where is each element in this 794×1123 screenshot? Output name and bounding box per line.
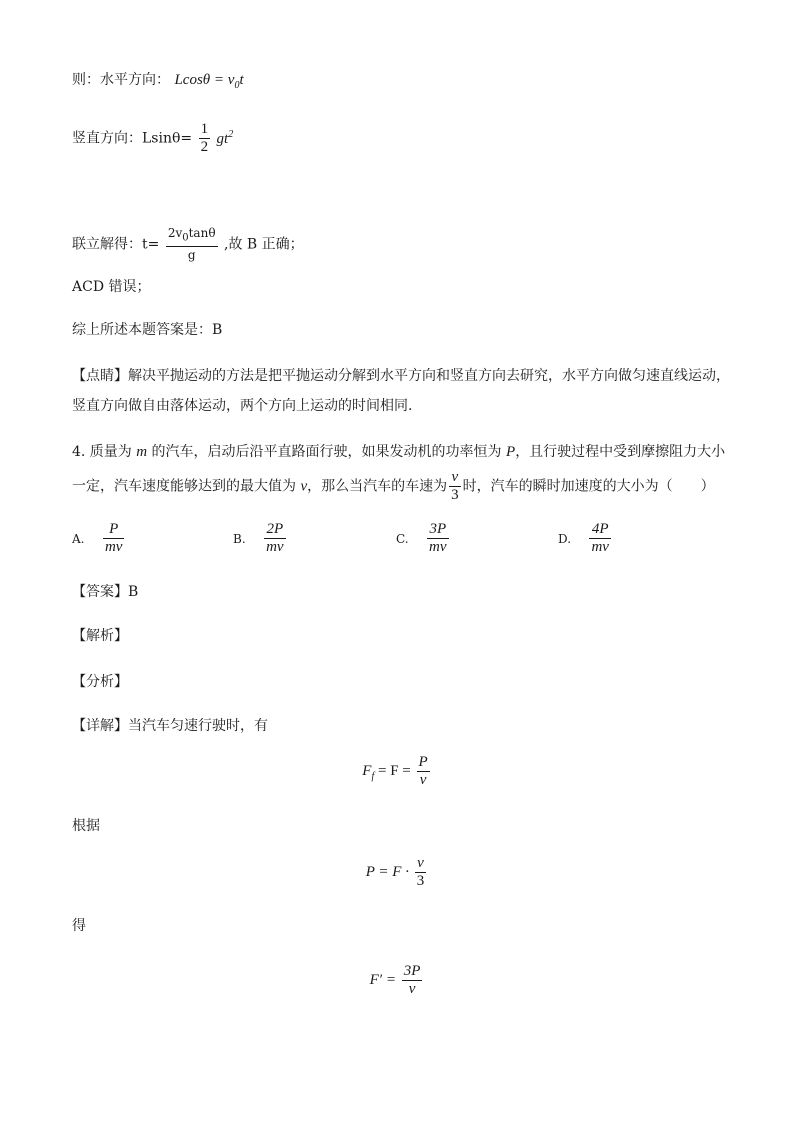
fenxi-line: 【分析】: [72, 674, 128, 690]
option-d-fraction: [589, 522, 611, 555]
de-line: 得: [72, 918, 86, 934]
detail-tag: 【详解】: [72, 718, 128, 734]
answer-value: B: [128, 584, 139, 600]
option-b[interactable]: [233, 522, 288, 555]
solution-label: 联立解得：t=: [72, 236, 160, 253]
horizontal-equation: [174, 72, 244, 91]
option-a[interactable]: [72, 522, 126, 555]
q4-text-f: 时，汽车的瞬时加速度的大小为（ ）: [462, 478, 715, 495]
eq3-fraction: [402, 964, 423, 997]
horizontal-eq-tail: t: [239, 72, 244, 88]
time-fraction: [166, 226, 218, 263]
eq2-num: v: [415, 856, 427, 873]
eq1-lhs-sub: f: [371, 770, 375, 782]
q4-text-e: ，那么当汽车的车速为: [307, 478, 448, 495]
time-num-a: 2v: [167, 226, 183, 240]
eq1-lhs: F: [362, 762, 372, 779]
q4-text-c: ，且行驶过程中受到摩擦阻力大小: [515, 444, 726, 460]
horizontal-direction-label: 则：水平方向：: [72, 72, 170, 88]
half-num: 1: [200, 121, 209, 137]
question-4-line-1: [72, 442, 725, 462]
eq2-fraction: [415, 856, 427, 889]
question-number: 4.: [72, 444, 86, 460]
eq3-num: 3P: [403, 963, 421, 979]
half-den: 2: [200, 139, 209, 155]
eq3-den: v: [408, 981, 416, 997]
equation-ff: [0, 755, 794, 788]
summary-line: 综上所述本题答案是：B: [72, 322, 223, 338]
horizontal-direction-line: [72, 70, 244, 96]
half-fraction: [199, 122, 211, 155]
tip-line-1: [72, 366, 730, 386]
vertical-direction-line: [72, 122, 233, 155]
option-a-fraction: [103, 522, 125, 555]
option-d-den: mv: [591, 539, 609, 555]
eq1-mid: = F =: [374, 762, 415, 779]
q4-mass-symbol: m: [136, 444, 148, 460]
tip-text-1: 解决平抛运动的方法是把平抛运动分解到水平方向和竖直方向去研究，水平方向做匀速直线运动，: [128, 368, 730, 384]
option-d[interactable]: [558, 522, 613, 555]
option-c[interactable]: [396, 522, 451, 555]
solution-suffix: ,故 B 正确；: [224, 236, 304, 253]
vertical-direction-label: 竖直方向：Lsinθ=: [72, 130, 193, 147]
v3-den: 3: [451, 487, 459, 503]
equation-pf: [0, 856, 794, 889]
eq3-lhs: F′ =: [369, 971, 400, 988]
v-over-3-fraction: [449, 470, 461, 503]
detail-line: [72, 716, 268, 736]
option-a-num: P: [103, 522, 125, 539]
option-b-fraction: [264, 522, 286, 555]
time-num-sub: 0: [182, 232, 189, 244]
time-den: g: [187, 248, 196, 263]
question-4-line-2: [72, 470, 715, 503]
q4-velocity-symbol: v: [300, 478, 308, 495]
time-num-b: tanθ: [188, 226, 216, 240]
option-b-label: B.: [233, 531, 246, 546]
equation-fprime: [0, 964, 794, 997]
option-c-label: C.: [396, 531, 409, 546]
option-b-den: mv: [266, 539, 284, 555]
analysis-line: 【解析】: [72, 628, 128, 644]
answer-line: [72, 582, 138, 602]
detail-text: 当汽车匀速行驶时，有: [128, 718, 268, 734]
option-c-num: 3P: [427, 522, 449, 539]
eq1-num: P: [418, 754, 428, 770]
option-d-num: 4P: [589, 522, 611, 539]
eq2-den: 3: [416, 873, 425, 889]
genju-line: 根据: [72, 818, 100, 834]
option-c-den: mv: [429, 539, 447, 555]
gt-exp: 2: [228, 128, 234, 140]
eq2-lhs: P = F ·: [365, 863, 413, 880]
q4-text-d: 一定，汽车速度能够达到的最大值为: [72, 478, 301, 495]
q4-text-b: 的汽车，启动后沿平直路面行驶，如果发动机的功率恒为: [147, 444, 507, 460]
option-a-den: mv: [104, 539, 123, 555]
tip-tag: 【点睛】: [72, 368, 128, 384]
solution-line: [72, 226, 304, 263]
v3-num: v: [449, 470, 461, 487]
time-num: [166, 226, 218, 247]
option-d-label: D.: [558, 531, 572, 546]
acd-wrong-line: ACD 错误；: [72, 279, 151, 295]
tip-line-2: 竖直方向做自由落体运动，两个方向上运动的时间相同.: [72, 398, 413, 414]
q4-text-a: 质量为: [85, 444, 137, 460]
option-c-fraction: [427, 522, 449, 555]
q4-power-symbol: P: [506, 444, 516, 460]
horizontal-eq-sub: 0: [234, 80, 240, 91]
option-a-label: A.: [72, 531, 85, 546]
eq1-fraction: [417, 755, 430, 788]
answer-tag: 【答案】: [72, 584, 128, 600]
gt-base: gt: [216, 130, 229, 147]
horizontal-eq-main: Lcosθ = v: [174, 72, 235, 88]
gt-squared: [216, 128, 234, 147]
eq1-den: v: [419, 772, 427, 788]
option-b-num: 2P: [264, 522, 286, 539]
